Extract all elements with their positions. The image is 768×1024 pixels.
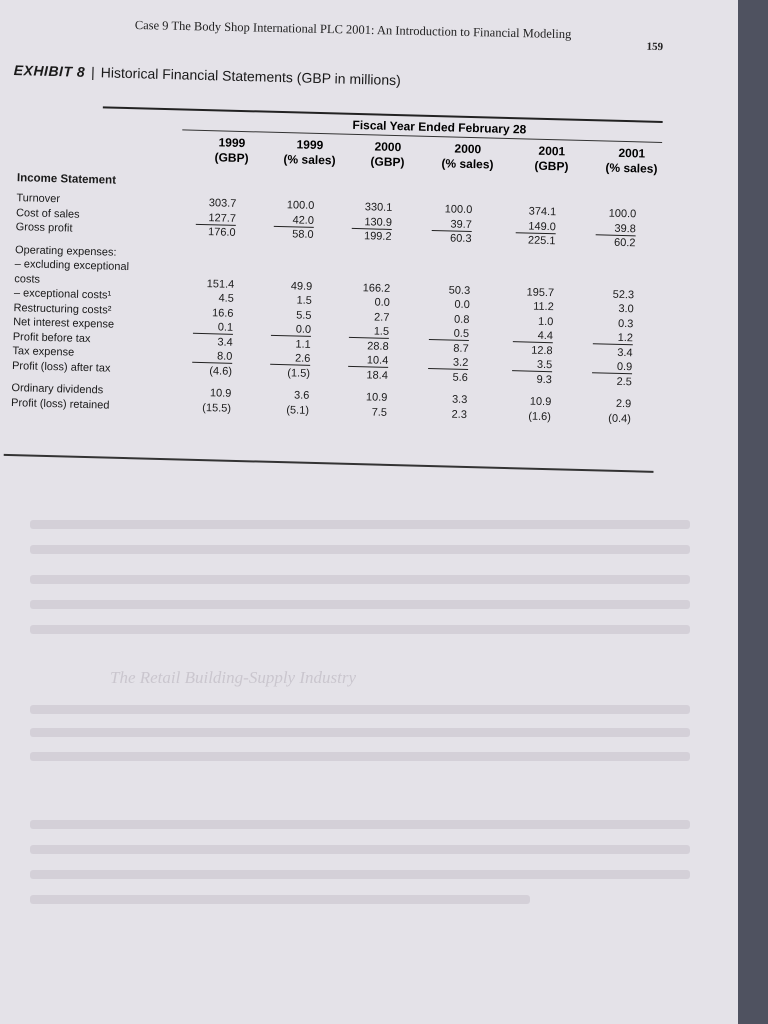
- table-cell: 176.0: [207, 226, 236, 239]
- table-cell: [195, 263, 235, 264]
- table-cell: 0.8: [453, 313, 470, 326]
- bleed-through-line: [30, 705, 690, 714]
- bleed-through-line: [30, 895, 530, 904]
- table-cell: [351, 267, 391, 268]
- table-cell: [431, 269, 471, 270]
- table-cell: 0.3: [617, 317, 634, 330]
- bleed-through-line: [30, 520, 690, 529]
- bleed-through-heading: The Retail Building-Supply Industry: [110, 668, 356, 687]
- bottom-rule: [4, 454, 654, 473]
- table-cell: 1.2: [593, 331, 633, 345]
- row-label: – exceptional costs¹: [13, 287, 112, 302]
- income-statement-table: [11, 172, 667, 428]
- table-cell: 10.9: [529, 395, 552, 409]
- exhibit-label: EXHIBIT 8: [13, 62, 86, 80]
- table-cell: (1.6): [528, 410, 552, 423]
- section-title: Income Statement: [16, 172, 117, 187]
- running-head: [134, 18, 675, 54]
- table-cell: 149.0: [516, 220, 556, 234]
- table-cell: [351, 252, 391, 253]
- table-cell: 330.1: [364, 201, 393, 214]
- table-cell: 42.0: [274, 213, 314, 227]
- table-cell: (0.4): [608, 412, 632, 425]
- row-label: Net interest expense: [13, 316, 115, 331]
- table-cell: 303.7: [208, 197, 237, 210]
- bleed-through-line: [30, 752, 690, 761]
- table-cell: 49.9: [290, 279, 313, 293]
- bleed-through-line: [30, 600, 690, 609]
- table-cell: (5.1): [286, 403, 310, 417]
- table-cell: 127.7: [196, 211, 236, 225]
- row-label: costs: [14, 272, 41, 286]
- table-cell: 0.5: [429, 327, 469, 341]
- table-cell: 1.5: [296, 294, 313, 307]
- column-header: 2001 (GBP): [534, 143, 569, 174]
- table-cell: 9.3: [536, 373, 553, 386]
- row-label: Restructuring costs²: [13, 301, 112, 317]
- column-header: 2000 (% sales): [441, 141, 494, 172]
- table-cell: 100.0: [286, 199, 315, 212]
- table-cell: 50.3: [448, 283, 471, 297]
- bleed-through-line: [30, 820, 690, 829]
- table-cell: 3.4: [617, 346, 633, 359]
- binding-edge: [738, 0, 768, 1024]
- table-cell: 0.0: [454, 298, 470, 312]
- table-cell: 8.7: [453, 342, 469, 355]
- table-cell: 3.0: [618, 302, 634, 316]
- table-cell: 39.8: [596, 222, 636, 236]
- table-cell: [595, 259, 635, 260]
- table-cell: 4.4: [513, 329, 553, 343]
- table-cell: 166.2: [362, 281, 391, 295]
- table-cell: 4.5: [218, 292, 235, 305]
- table-cell: [515, 271, 555, 272]
- table-cell: 2.9: [615, 397, 632, 411]
- table-cell: (4.6): [209, 364, 233, 378]
- table-cell: 130.9: [352, 215, 392, 229]
- table-cell: 0.1: [193, 321, 233, 335]
- table-cell: 5.6: [452, 371, 469, 384]
- column-header: 1999 (GBP): [214, 135, 249, 166]
- table-cell: [195, 248, 235, 249]
- bleed-through-line: [30, 728, 690, 737]
- row-label: Profit (loss) after tax: [11, 359, 111, 375]
- table-cell: 12.8: [531, 344, 553, 357]
- table-cell: 39.7: [432, 217, 472, 231]
- table-cell: 11.2: [533, 300, 554, 314]
- table-cell: 7.5: [371, 405, 388, 419]
- row-label: Cost of sales: [15, 206, 80, 221]
- bleed-through-line: [30, 545, 690, 554]
- table-cell: 374.1: [528, 205, 557, 219]
- row-label: Tax expense: [12, 345, 75, 359]
- row-label: Profit (loss) retained: [10, 396, 110, 412]
- table-cell: [595, 273, 635, 274]
- table-cell: 10.4: [348, 354, 388, 368]
- table-cell: 10.9: [365, 391, 388, 404]
- table-cell: 2.7: [373, 311, 390, 324]
- table-cell: 195.7: [526, 285, 555, 299]
- table-cell: [515, 257, 555, 258]
- column-header: 1999 (% sales): [283, 137, 336, 168]
- table-cell: [431, 254, 471, 255]
- exhibit-caption: Historical Financial Statements (GBP in millions): [100, 64, 401, 89]
- bleed-through-line: [30, 625, 690, 634]
- table-cell: 1.5: [349, 325, 389, 339]
- column-header: 2000 (GBP): [370, 139, 405, 170]
- exhibit: [10, 62, 694, 425]
- table-cell: 3.4: [217, 335, 233, 349]
- row-label: Operating expenses:: [14, 243, 117, 259]
- table-cell: (1.5): [287, 366, 311, 380]
- table-cell: 3.5: [512, 358, 552, 372]
- row-label: – excluding exceptional: [14, 258, 130, 274]
- table-cell: 3.3: [451, 393, 468, 406]
- exhibit-title: [14, 62, 694, 96]
- bleed-through-line: [30, 575, 690, 584]
- table-cell: 3.6: [293, 389, 310, 402]
- table-cell: 16.6: [211, 306, 234, 320]
- table-cell: 58.0: [292, 228, 314, 241]
- running-title: Case 9 The Body Shop International PLC 2001: An Introduction to Financial Modeling: [134, 18, 572, 42]
- table-cell: 28.8: [367, 339, 389, 353]
- table-cell: 60.2: [613, 236, 636, 250]
- table-cell: 199.2: [363, 230, 392, 243]
- table-cell: 100.0: [608, 207, 637, 221]
- row-label: Turnover: [16, 192, 61, 206]
- table-cell: (15.5): [202, 401, 232, 415]
- row-label: Profit before tax: [12, 330, 91, 345]
- table-cell: 151.4: [206, 277, 235, 291]
- bleed-through-line: [30, 870, 690, 879]
- table-cell: 225.1: [527, 234, 556, 248]
- table-cell: 5.5: [296, 308, 312, 322]
- page-number: 159: [646, 40, 664, 54]
- table-cell: 100.0: [444, 203, 473, 217]
- row-label: Gross profit: [15, 221, 73, 235]
- table-cell: [273, 265, 313, 266]
- table-cell: [273, 250, 313, 251]
- fiscal-year-header: Fiscal Year Ended February 28: [352, 117, 527, 137]
- table-cell: 8.0: [192, 350, 232, 364]
- table-cell: 3.2: [428, 356, 468, 370]
- table-cell: 60.3: [449, 232, 472, 246]
- table-cell: 52.3: [612, 288, 635, 301]
- table-cell: 2.6: [270, 352, 310, 366]
- table-cell: 1.0: [537, 315, 554, 328]
- table-cell: 0.9: [592, 360, 632, 374]
- table-cell: 1.1: [295, 337, 311, 351]
- table-cell: 18.4: [366, 368, 389, 382]
- table-cell: 2.5: [616, 375, 632, 388]
- exhibit-separator: |: [90, 64, 96, 81]
- table-cell: 0.0: [374, 296, 390, 309]
- table-cell: 10.9: [209, 387, 232, 400]
- row-label: Ordinary dividends: [11, 382, 104, 397]
- table-cell: 0.0: [271, 323, 311, 337]
- table-cell: 2.3: [451, 408, 468, 421]
- column-header: 2001 (% sales): [605, 145, 658, 176]
- bleed-through-line: [30, 845, 690, 854]
